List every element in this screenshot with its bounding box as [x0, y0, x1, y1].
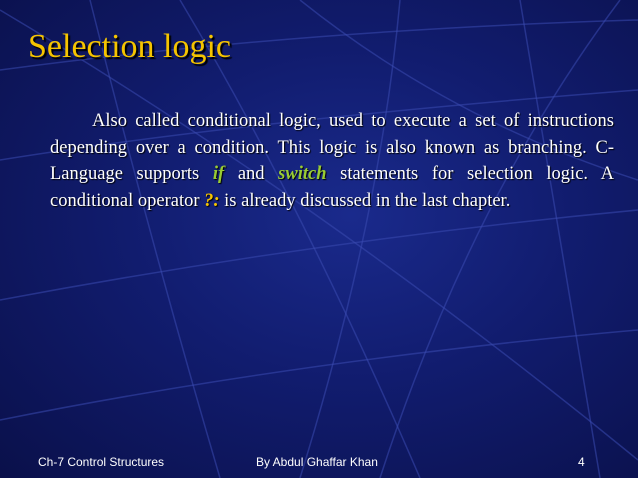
- keyword-if: if: [212, 164, 225, 184]
- slide-body-text: [50, 108, 614, 214]
- bg-line: [0, 330, 638, 420]
- bg-line: [0, 10, 638, 460]
- body-text-part: statements for selection logic. A conditional operator: [50, 164, 614, 211]
- bg-line: [0, 210, 638, 300]
- body-text-part: and: [224, 164, 279, 184]
- bg-line: [380, 0, 620, 478]
- body-text-part: is already discussed in the last chapter.: [219, 190, 511, 211]
- footer-author: By Abdul Ghaffar Khan: [256, 455, 378, 469]
- bg-line: [90, 0, 220, 478]
- bg-line: [520, 0, 600, 478]
- conditional-operator: ?:: [204, 190, 220, 211]
- body-text-part: Also called conditional logic, used to execute a set of instructions depending over a condition. This logic is also known as branching. C-Language supports: [50, 111, 614, 184]
- slide-title: Selection logic: [28, 28, 232, 65]
- slide-footer: [0, 455, 638, 473]
- keyword-switch: switch: [278, 164, 327, 184]
- footer-chapter: Ch-7 Control Structures: [38, 455, 165, 469]
- slide-number: 4: [578, 455, 585, 469]
